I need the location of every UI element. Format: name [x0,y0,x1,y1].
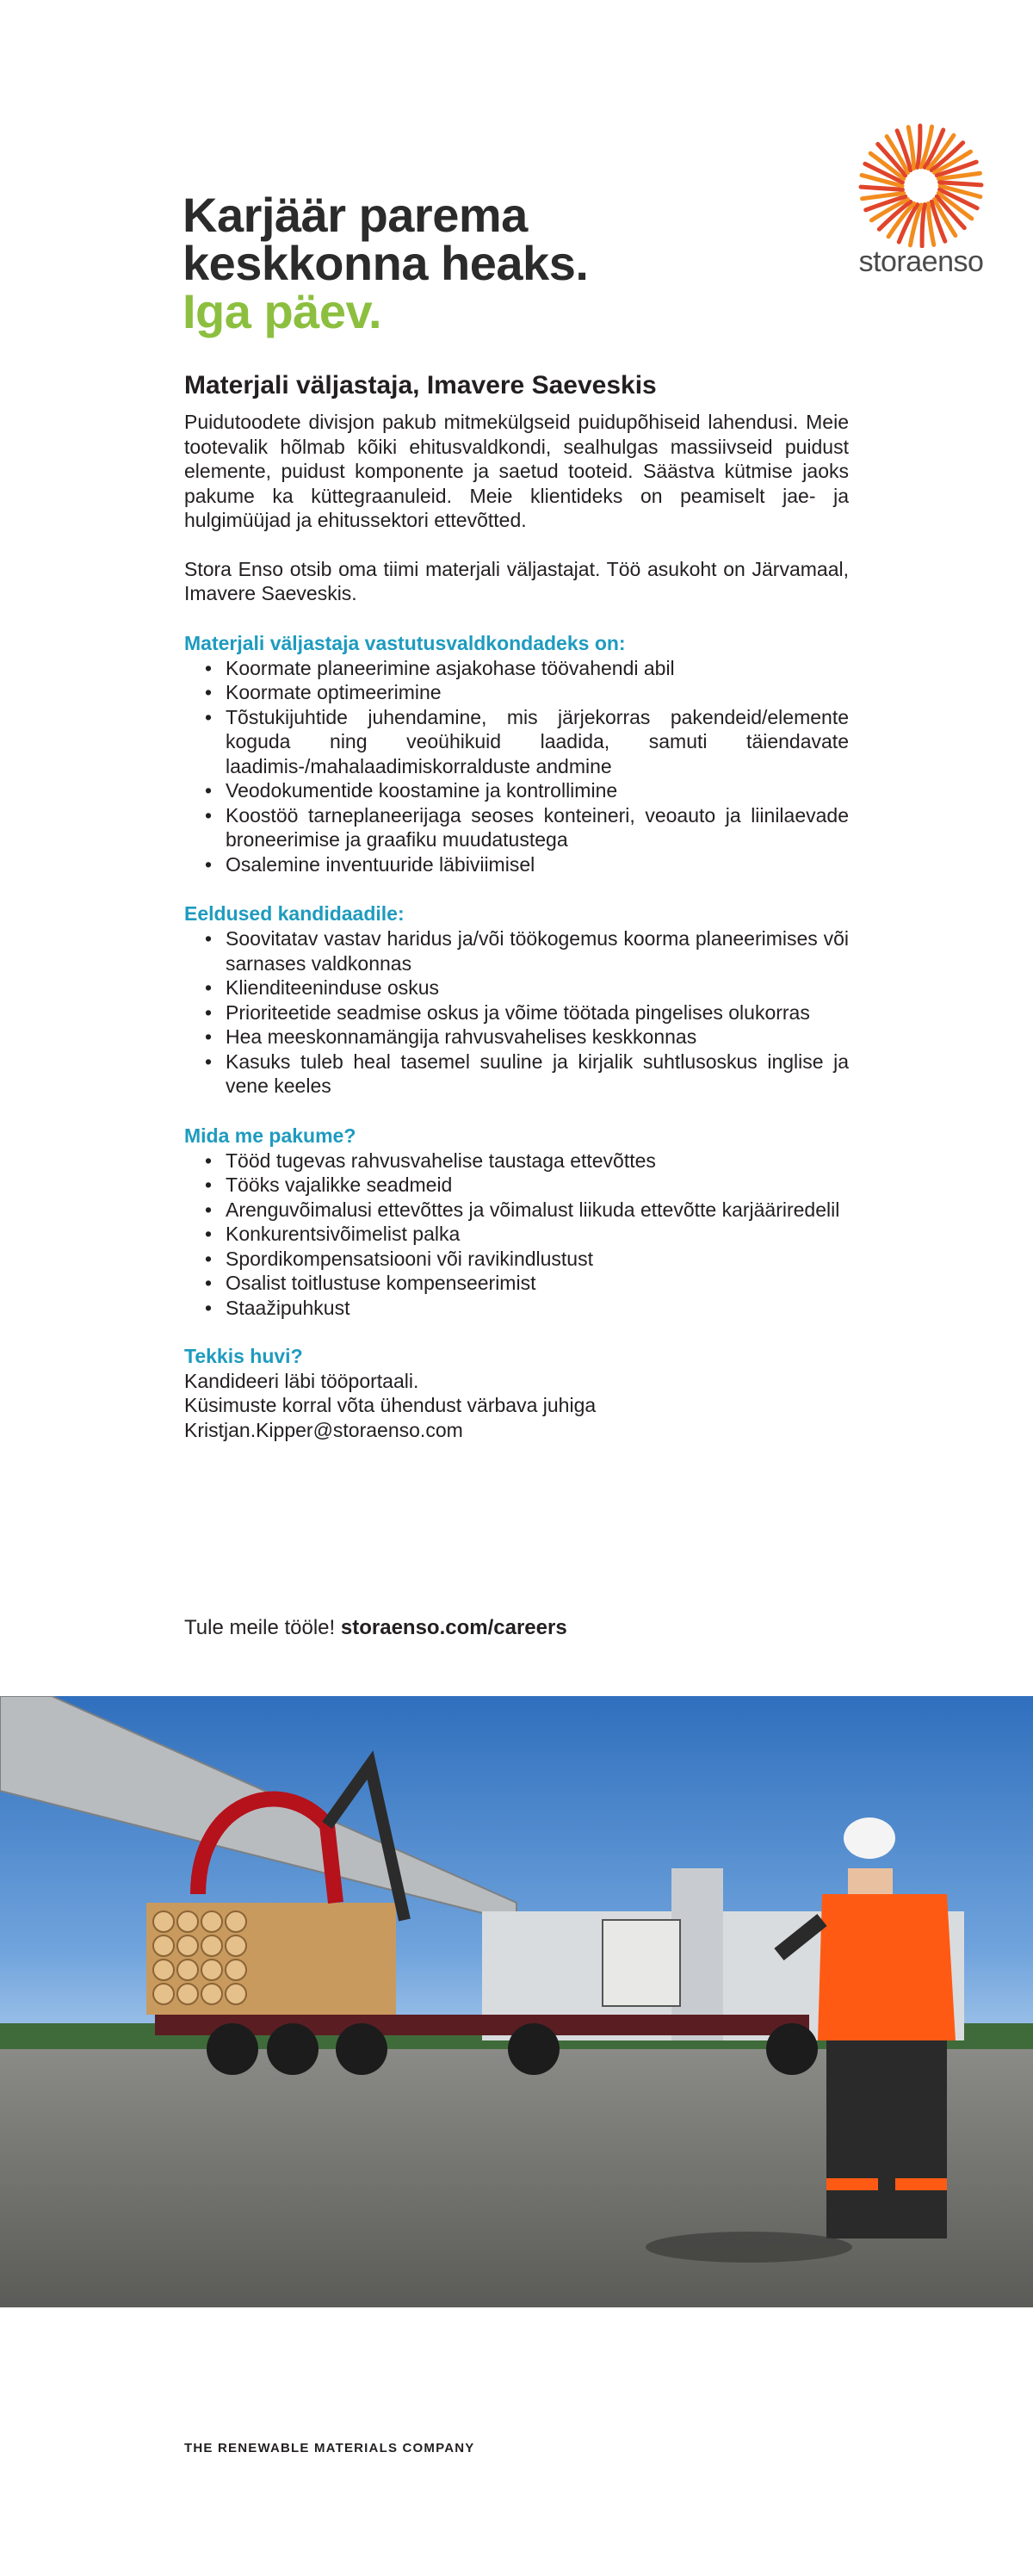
list-item: • Spordikompensatsiooni või ravikindlustust [226,1247,849,1272]
footer-tagline: THE RENEWABLE MATERIALS COMPANY [184,2441,475,2455]
responsibilities-heading: Materjali väljastaja vastutusvaldkondadeks on: [184,631,626,654]
list-item: • Osalemine inventuuride läbiviimisel [226,852,849,877]
list-item: • Klienditeeninduse oskus [226,975,849,1000]
sun-burst-logo-icon [852,119,990,248]
list-item: • Osalist toitlustuse kompenseerimist [226,1271,849,1296]
logo-ray [861,187,902,189]
offer-heading: Mida me pakume? [184,1124,356,1147]
list-item: • Kasuks tuleb heal tasemel suuline ja kirjalik suhtlusoskus inglise ja vene keeles [226,1050,849,1099]
job-title: Materjali väljastaja, Imavere Saeveskis [184,371,657,399]
requirements-list [184,926,849,1099]
logo-ray [922,205,925,246]
careers-call-to-action [184,1615,567,1641]
logo-ray [940,183,981,185]
requirements-heading: Eeldused kandidaadile: [184,902,405,925]
list-item: • Arenguvõimalusi ettevõttes ja võimalust liikuda ettevõtte karjääriredelil [226,1198,849,1223]
timber-truck-photo [0,1696,1033,2307]
list-item: • Soovitatav vastav haridus ja/või töökogemus koorma planeerimises või sarnases valdkonnas [226,926,849,975]
apply-instruction: Kandideeri läbi tööportaali. [184,1369,419,1392]
contact-heading: Tekkis huvi? [184,1345,303,1367]
list-item: • Tõstukijuhtide juhendamine, mis järjekorras pakendeid/elemente koguda ning veoühikuid laadida, samuti täiendavate laadimis-/mahalaadimiskorralduste andmine [226,705,849,779]
list-item: • Koostöö tarneplaneerijaga seoses konteineri, veoauto ja liinilaevade broneerimise ja graafiku muudatustega [226,803,849,852]
headline-line-1: Karjäär parema [182,188,528,242]
list-item: • Koormate planeerimine asjakohase töövahendi abil [226,656,849,681]
stora-enso-logo [852,119,990,282]
headline [182,188,589,338]
list-item: • Koormate optimeerimine [226,680,849,705]
worker-shadow [646,2232,852,2263]
headline-tagline: Iga päev. [182,284,382,338]
responsibilities-list [184,656,849,877]
company-intro: Puidutoodete divisjon pakub mitmekülgseid puidupõhiseid lahendusi. Meie tootevalik hõlmab kõiki ehitusvaldkondi, sealhulgas massiivseid puidust elemente, puidust komponente ja saetud tooteid. Säästva kütmise jaoks pakume ka küttegraanuleid. Meie klientideks on peamiselt jae- ja hulgimüüjad ja ehitussektori ettevõtted. [184,411,849,531]
list-item: • Hea meeskonnamängija rahvusvahelises keskkonnas [226,1025,849,1050]
list-item: • Tööd tugevas rahvusvahelise taustaga ettevõttes [226,1149,849,1173]
truck-cab [603,1920,680,2006]
careers-link[interactable]: storaenso.com/careers [340,1616,567,1639]
offer-list [184,1149,849,1321]
list-item: • Konkurentsivõimelist palka [226,1222,849,1247]
cta-text: Tule meile tööle! [184,1616,341,1639]
headline-line-2: keskkonna heaks. [182,236,589,290]
job-ad-body [184,370,849,1442]
list-item: • Staažipuhkust [226,1296,849,1321]
trailer-frame [155,2015,809,2035]
contact-email-link[interactable]: Kristjan.Kipper@storaenso.com [184,1418,463,1441]
logo-ray [918,126,920,167]
list-item: • Tööks vajalikke seadmeid [226,1173,849,1198]
logo-wordmark: storaenso [858,245,984,278]
list-item: • Veodokumentide koostamine ja kontrollimine [226,778,849,803]
contact-instruction: Küsimuste korral võta ühendust värbava juhiga [184,1394,597,1416]
job-location: Stora Enso otsib oma tiimi materjali väljastajat. Töö asukoht on Järvamaal, Imavere Saeveskis. [184,557,849,604]
list-item: • Prioriteetide seadmise oskus ja võime töötada pingelises olukorras [226,1000,849,1025]
contact-block [184,1344,849,1442]
